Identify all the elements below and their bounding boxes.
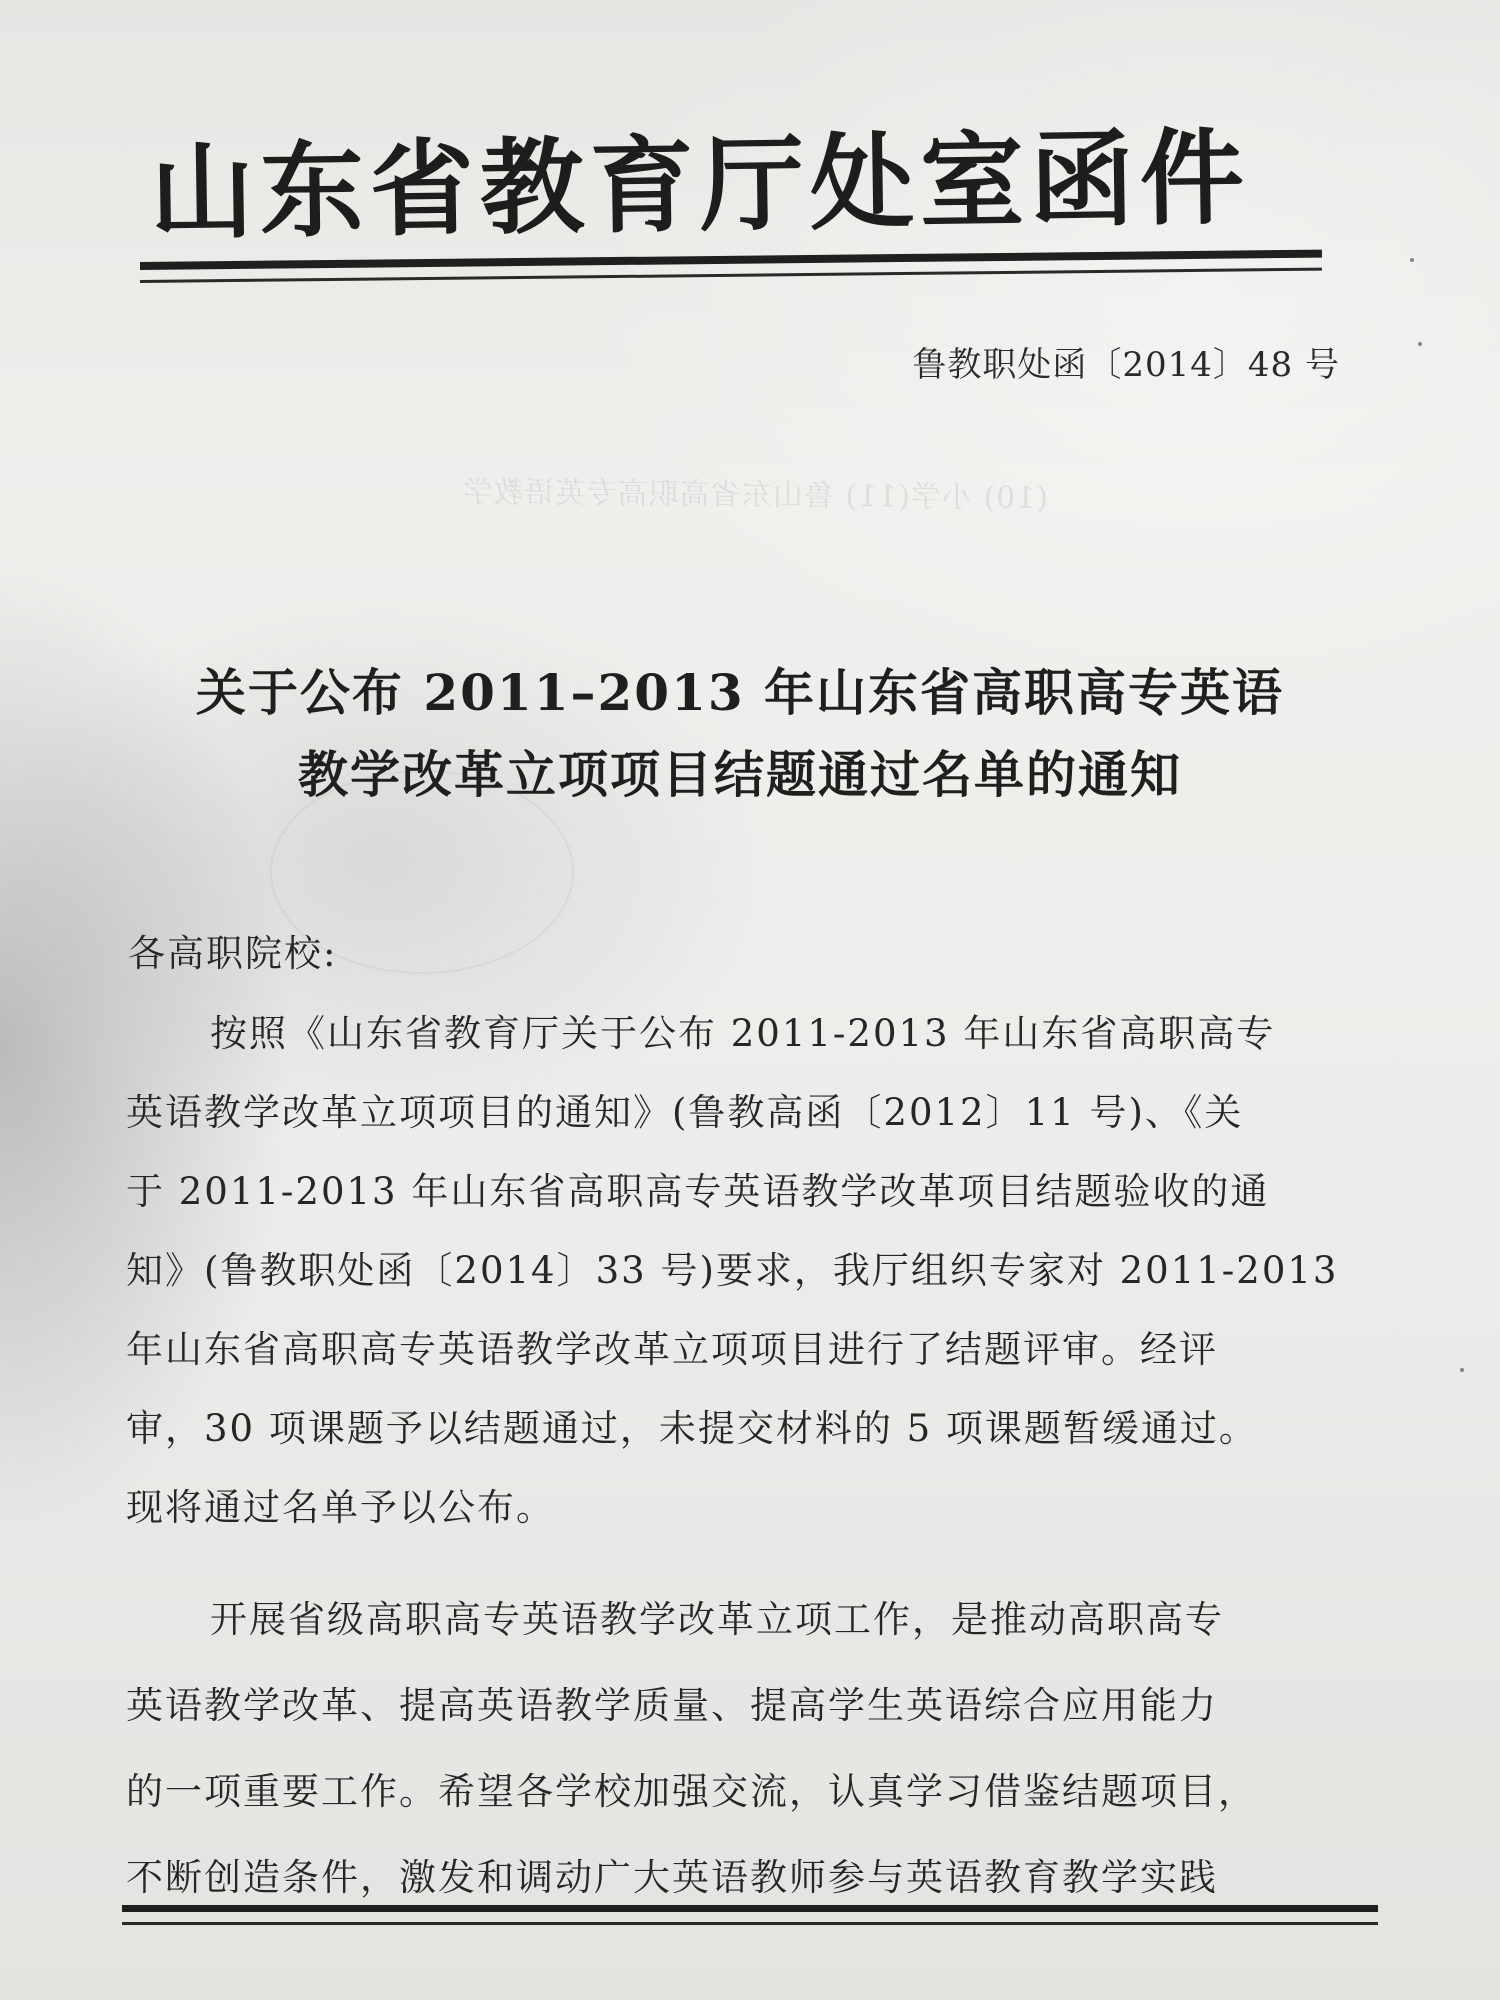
- paragraph-1-line: 年山东省高职高专英语教学改革立项项目进行了结题评审。经评: [126, 1328, 1218, 1371]
- bleed-through-text: (10) 小学(11) 鲁山东省高职高专英语教学: [461, 474, 1049, 517]
- notice-title: [150, 652, 1330, 816]
- paragraph-1: [126, 994, 1376, 1547]
- paper-speck: [1460, 1368, 1464, 1372]
- paragraph-2: [126, 1577, 1376, 1921]
- paragraph-2-line: 的一项重要工作。希望各学校加强交流，认真学习借鉴结题项目，: [126, 1770, 1257, 1813]
- paragraph-1-line: 于 2011-2013 年山东省高职高专英语教学改革项目结题验收的通: [126, 1170, 1270, 1213]
- paragraph-1-line: 英语教学改革立项项目的通知》(鲁教高函〔2012〕11 号)、《关: [126, 1091, 1244, 1134]
- paragraph-1-line: 知》(鲁教职处函〔2014〕33 号)要求，我厅组织专家对 2011-2013: [126, 1249, 1339, 1292]
- paragraph-1-line: 审，30 项课题予以结题通过，未提交材料的 5 项课题暂缓通过。: [126, 1407, 1258, 1450]
- notice-title-line-1: 关于公布 2011–2013 年山东省高职高专英语: [195, 663, 1285, 722]
- letterhead-title: 山东省教育厅处室函件: [149, 115, 1251, 254]
- paper-speck: [1418, 342, 1422, 346]
- paragraph-1-line: 按照《山东省教育厅关于公布 2011-2013 年山东省高职高专: [210, 1012, 1276, 1055]
- body-text: [126, 994, 1376, 1921]
- notice-title-line-2: 教学改革立项项目结题通过名单的通知: [298, 745, 1182, 804]
- footer-rule-thin: [122, 1922, 1378, 1925]
- paragraph-2-line: 不断创造条件，激发和调动广大英语教师参与英语教育教学实践: [126, 1856, 1218, 1899]
- letterhead-rule-thin: [140, 268, 1322, 283]
- paragraph-2-line: 开展省级高职高专英语教学改革立项工作，是推动高职高专: [210, 1598, 1224, 1641]
- paragraph-2-line: 英语教学改革、提高英语教学质量、提高学生英语综合应用能力: [126, 1684, 1218, 1727]
- footer-rule-thick: [122, 1905, 1378, 1912]
- document-number: 鲁教职处函〔2014〕48 号: [912, 345, 1340, 385]
- paragraph-1-line: 现将通过名单予以公布。: [126, 1486, 555, 1529]
- salutation: 各高职院校:: [128, 932, 338, 975]
- paper-speck: [1410, 258, 1414, 262]
